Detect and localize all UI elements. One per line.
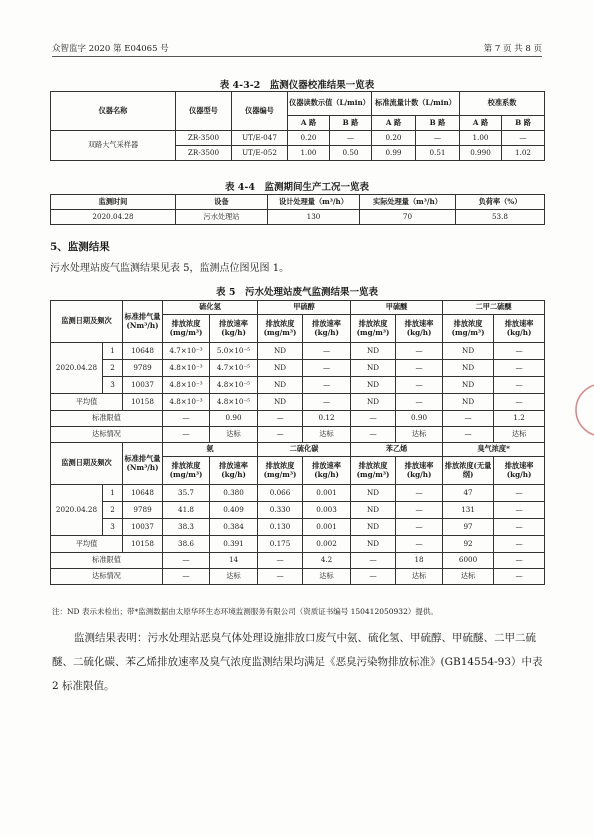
table-cell: — <box>351 553 396 569</box>
seal-stamp-icon <box>572 380 594 440</box>
table-cell: — <box>303 360 351 377</box>
table-cell: ND <box>351 394 396 411</box>
pollutant-header: 二甲二硫醚 <box>443 301 545 315</box>
header-cell: 校准系数 <box>460 92 545 116</box>
table-cell: 1 <box>103 485 123 502</box>
table-cell: 38.3 <box>163 519 210 536</box>
table-cell: — <box>494 519 545 536</box>
header-cell: A 路 <box>460 116 502 131</box>
table-cell: — <box>396 502 443 519</box>
results-table <box>50 300 545 585</box>
header-cell: 排放浓度(mg/m³) <box>443 315 494 343</box>
header-cell: B 路 <box>330 116 372 131</box>
table-cell: 4.7×10⁻⁵ <box>210 360 258 377</box>
table-cell: 47 <box>443 485 494 502</box>
header-cell: 监测日期及频次 <box>51 443 123 485</box>
seal-ring <box>576 384 594 436</box>
table-cell: — <box>494 569 545 585</box>
table-cell: — <box>494 377 545 394</box>
header-cell: B 路 <box>416 116 460 131</box>
pollutant-header: 苯乙烯 <box>351 443 443 457</box>
page-header <box>52 40 542 57</box>
table-cell: 130 <box>268 210 360 225</box>
table-cell: ND <box>351 536 396 553</box>
limit-label: 标准限值 <box>51 553 163 569</box>
header-cell: 负荷率（%） <box>456 195 545 210</box>
table-cell: 0.001 <box>303 519 351 536</box>
table-cell: 35.7 <box>163 485 210 502</box>
table-cell: ND <box>258 343 303 360</box>
table-cell: — <box>396 377 443 394</box>
table-cell: 0.330 <box>258 502 303 519</box>
header-cell: 排放速率(kg/h) <box>210 457 258 485</box>
table-cell: 10037 <box>123 377 163 394</box>
table-cell: 0.20 <box>372 131 416 146</box>
header-cell: B 路 <box>502 116 545 131</box>
table-cell: 53.8 <box>456 210 545 225</box>
table-cell: 1.2 <box>494 411 545 427</box>
table-cell: 0.990 <box>460 146 502 161</box>
header-cell: 排放浓度(mg/m³) <box>258 315 303 343</box>
table-cell: UT/E-052 <box>232 146 288 161</box>
table-cell: 0.066 <box>258 485 303 502</box>
table-cell: 9789 <box>123 360 163 377</box>
table-caption-results: 表 5 污水处理站废气监测结果一览表 <box>216 287 378 298</box>
pollutant-header: 臭气浓度* <box>443 443 545 457</box>
table-cell: — <box>396 394 443 411</box>
table-cell: 0.409 <box>210 502 258 519</box>
table-cell: ND <box>351 377 396 394</box>
table-cell: — <box>163 553 210 569</box>
table-cell: 4.8×10⁻⁵ <box>210 394 258 411</box>
table-cell: — <box>258 553 303 569</box>
table-cell: 10158 <box>123 394 163 411</box>
table-cell: ND <box>351 519 396 536</box>
average-label: 平均值 <box>51 394 123 411</box>
table-cell: 4.8×10⁻³ <box>163 394 210 411</box>
table-cell: 6000 <box>443 553 494 569</box>
table-cell: 0.12 <box>303 411 351 427</box>
header-cell: 仪器名称 <box>51 92 176 131</box>
compliance-label: 达标情况 <box>51 427 163 443</box>
pollutant-header: 硫化氢 <box>163 301 258 315</box>
table-cell: — <box>303 377 351 394</box>
table-cell: 0.003 <box>303 502 351 519</box>
table-cell: — <box>351 427 396 443</box>
table-cell: 达标 <box>443 569 494 585</box>
table-cell: — <box>303 343 351 360</box>
table-cell: 0.51 <box>416 146 460 161</box>
table-cell: ND <box>258 360 303 377</box>
table-cell: ND <box>351 485 396 502</box>
pollutant-header: 氨 <box>163 443 258 457</box>
table-cell: 38.6 <box>163 536 210 553</box>
table-cell: — <box>494 394 545 411</box>
table-cell: 4.8×10⁻⁵ <box>210 377 258 394</box>
table-cell: — <box>494 502 545 519</box>
table-cell: 0.384 <box>210 519 258 536</box>
table-cell: 0.99 <box>372 146 416 161</box>
table-cell: 4.8×10⁻³ <box>163 377 210 394</box>
calibration-table <box>50 91 545 161</box>
header-cell: 标准排气量(Nm³/h) <box>123 301 163 343</box>
table-cell: — <box>443 411 494 427</box>
table-cell: — <box>258 411 303 427</box>
table-cell: 97 <box>443 519 494 536</box>
table-cell: UT/E-047 <box>232 131 288 146</box>
section-heading: 5、监测结果 <box>50 241 110 253</box>
table-cell: 达标 <box>303 569 351 585</box>
table-cell: 达标 <box>210 427 258 443</box>
table-cell: 14 <box>210 553 258 569</box>
table-cell: ND <box>443 360 494 377</box>
table-cell: — <box>163 427 210 443</box>
table-cell: 1.02 <box>502 146 545 161</box>
table-cell: — <box>396 485 443 502</box>
table-cell: 0.50 <box>330 146 372 161</box>
header-cell: 排放浓度(mg/m³) <box>163 457 210 485</box>
table-cell: — <box>494 536 545 553</box>
table-cell: ND <box>443 394 494 411</box>
header-cell: A 路 <box>288 116 330 131</box>
table-cell: — <box>396 360 443 377</box>
table-cell: ND <box>443 343 494 360</box>
table-cell: ND <box>351 360 396 377</box>
table-cell: — <box>163 569 210 585</box>
pollutant-header: 二硫化碳 <box>258 443 351 457</box>
table-cell: ZR-3500 <box>176 146 232 161</box>
header-cell: 仪器型号 <box>176 92 232 131</box>
table-cell: ND <box>258 394 303 411</box>
table-cell: 2 <box>103 360 123 377</box>
header-cell: 排放速率(kg/h) <box>396 315 443 343</box>
table-cell: — <box>258 427 303 443</box>
table-cell: 10037 <box>123 519 163 536</box>
table-cell: ZR-3500 <box>176 131 232 146</box>
table-cell: 18 <box>396 553 443 569</box>
table-cell: 4.2 <box>303 553 351 569</box>
header-cell: 排放浓度(无量纲) <box>443 457 494 485</box>
report-number: 众智监字 2020 第 E04065 号 <box>52 44 169 54</box>
table-cell: 1.00 <box>460 131 502 146</box>
table-cell: — <box>443 427 494 443</box>
table-caption-workload: 表 4-4 监测期间生产工况一览表 <box>225 182 369 193</box>
header-cell: 排放速率(kg/h) <box>210 315 258 343</box>
header-cell: 排放浓度(mg/m³) <box>258 457 303 485</box>
header-cell: 设计处理量（m³/h） <box>268 195 360 210</box>
table-cell: 10158 <box>123 536 163 553</box>
table-cell: 达标 <box>396 427 443 443</box>
header-cell: 设备 <box>176 195 268 210</box>
table-cell: — <box>258 569 303 585</box>
table-cell: — <box>494 485 545 502</box>
table-cell: 70 <box>360 210 456 225</box>
table-cell: — <box>163 411 210 427</box>
workload-table <box>50 194 545 225</box>
table-cell: — <box>396 343 443 360</box>
table-cell: 131 <box>443 502 494 519</box>
header-cell: 监测日期及频次 <box>51 301 123 343</box>
table-cell: 达标 <box>396 569 443 585</box>
header-cell: 排放浓度(mg/m³) <box>351 457 396 485</box>
table-cell: 10648 <box>123 485 163 502</box>
table-cell: — <box>502 131 545 146</box>
limit-label: 标准限值 <box>51 411 163 427</box>
table-cell: — <box>303 394 351 411</box>
table-cell: 达标 <box>494 427 545 443</box>
header-cell: 标准流量计数（L/min） <box>372 92 460 116</box>
table-cell: 4.7×10⁻³ <box>163 343 210 360</box>
pollutant-header: 甲硫醇 <box>258 301 351 315</box>
table-cell: 0.130 <box>258 519 303 536</box>
table-cell: 3 <box>103 377 123 394</box>
table-cell: 达标 <box>210 569 258 585</box>
date-cell: 2020.04.28 <box>51 343 103 394</box>
table-cell: 1.00 <box>288 146 330 161</box>
header-cell: 排放浓度(mg/m³) <box>163 315 210 343</box>
table-cell: 2020.04.28 <box>51 210 176 225</box>
table-cell: 92 <box>443 536 494 553</box>
table-cell: — <box>396 519 443 536</box>
table-cell: 1 <box>103 343 123 360</box>
table-cell: 4.8×10⁻³ <box>163 360 210 377</box>
table-cell: 2 <box>103 502 123 519</box>
table-cell: 0.90 <box>396 411 443 427</box>
table-cell: 0.001 <box>303 485 351 502</box>
page-number: 第 7 页 共 8 页 <box>483 44 542 54</box>
conclusion-paragraph: 监测结果表明：污水处理站恶臭气体处理设施排放口废气中氨、硫化氢、甲硫醇、甲硫醚、二甲二硫醚、二硫化碳、苯乙烯排放速率及臭气浓度监测结果均满足《恶臭污染物排放标准》(GB14554-93）中表 2 标准限值。 <box>52 632 543 692</box>
intro-paragraph: 污水处理站废气监测结果见表 5，监测点位图见图 1。 <box>50 263 290 274</box>
table-cell: — <box>351 411 396 427</box>
header-cell: A 路 <box>372 116 416 131</box>
pollutant-header: 甲硫醚 <box>351 301 443 315</box>
table-cell: — <box>416 131 460 146</box>
average-label: 平均值 <box>51 536 123 553</box>
table-cell: ND <box>258 377 303 394</box>
table-cell: 0.380 <box>210 485 258 502</box>
header-cell: 标准排气量(Nm³/h) <box>123 443 163 485</box>
date-cell: 2020.04.28 <box>51 485 103 536</box>
table-cell: 41.8 <box>163 502 210 519</box>
table-cell: — <box>494 553 545 569</box>
header-cell: 实际处理量（m³/h） <box>360 195 456 210</box>
table-cell: 0.391 <box>210 536 258 553</box>
table-cell: 5.0×10⁻⁵ <box>210 343 258 360</box>
header-cell: 排放速率(kg/h) <box>303 315 351 343</box>
table-cell: 3 <box>103 519 123 536</box>
table-cell: ND <box>443 377 494 394</box>
header-cell: 排放速率(kg/h) <box>303 457 351 485</box>
table-cell: 达标 <box>303 427 351 443</box>
table-cell: 0.90 <box>210 411 258 427</box>
header-cell: 排放速率(kg/h) <box>396 457 443 485</box>
header-cell: 排放速率(kg/h) <box>494 457 545 485</box>
table-cell: 污水处理站 <box>176 210 268 225</box>
table-cell: — <box>494 343 545 360</box>
compliance-label: 达标情况 <box>51 569 163 585</box>
header-cell: 排放浓度(mg/m³) <box>351 315 396 343</box>
table-cell: 0.002 <box>303 536 351 553</box>
table-cell: 9789 <box>123 502 163 519</box>
table-cell: ND <box>351 502 396 519</box>
table-cell: — <box>351 569 396 585</box>
table-cell: — <box>494 360 545 377</box>
table-note: 注：ND 表示未检出；带*监测数据由太原华环生态环境监测服务有限公司（资质证书编号 150412050932）提供。 <box>52 607 438 616</box>
table-caption-calibration: 表 4-3-2 监测仪器校准结果一览表 <box>219 80 375 91</box>
header-cell: 仪器编号 <box>232 92 288 131</box>
header-cell: 排放速率(kg/h) <box>494 315 545 343</box>
table-cell: 10648 <box>123 343 163 360</box>
header-cell: 监测时间 <box>51 195 176 210</box>
table-cell: — <box>396 536 443 553</box>
table-cell: ND <box>351 343 396 360</box>
header-cell: 仪器读数示值（L/min） <box>288 92 372 116</box>
instrument-name: 双路大气采样器 <box>51 131 176 161</box>
table-cell: — <box>330 131 372 146</box>
table-cell: 0.175 <box>258 536 303 553</box>
table-cell: 0.20 <box>288 131 330 146</box>
